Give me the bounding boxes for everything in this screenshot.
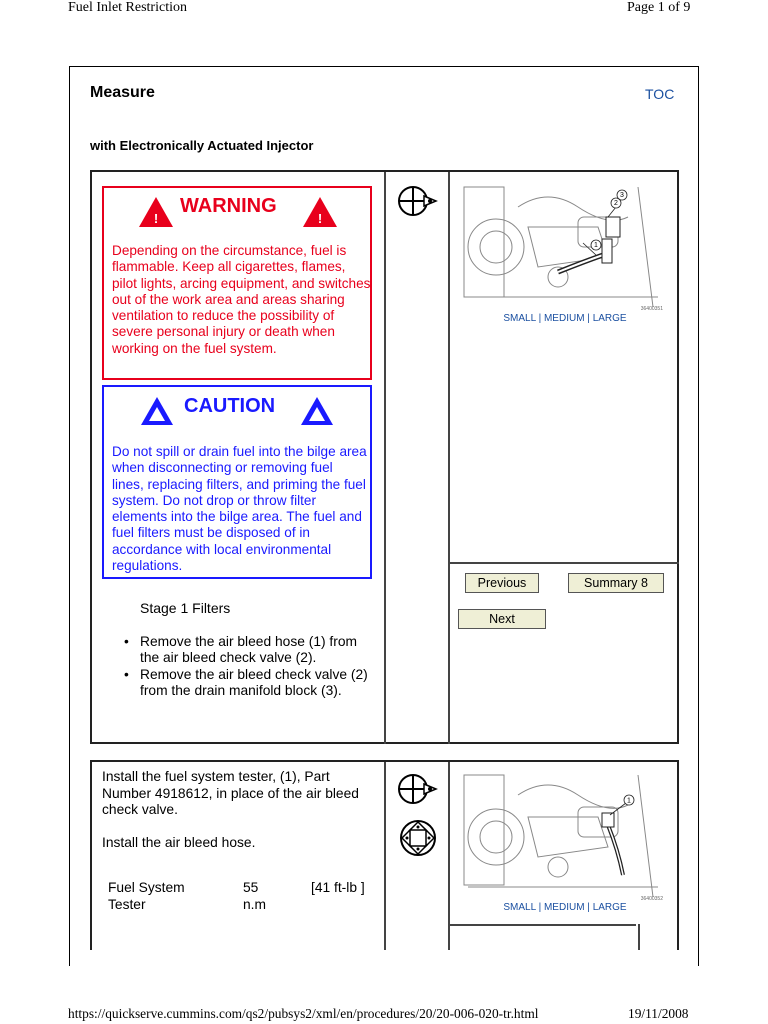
image-medium-link[interactable]: MEDIUM [543, 902, 585, 913]
image-small-link[interactable]: SMALL [503, 313, 536, 324]
list-item: • Remove the air bleed check valve (2) from the drain manifold block (3). [122, 667, 372, 700]
warning-title: WARNING [180, 195, 277, 217]
image-large-link[interactable]: LARGE [592, 902, 627, 913]
install-symbol-icon [396, 772, 438, 806]
warning-left-icon [138, 196, 174, 228]
image-id-label: 36400352 [640, 896, 663, 902]
section-title: Measure [90, 84, 155, 101]
image-size-links [450, 313, 680, 324]
column-divider [384, 172, 386, 744]
image-large-link[interactable]: LARGE [592, 313, 627, 324]
footer-date: 19/11/2008 [628, 1006, 689, 1021]
column-divider [384, 762, 386, 950]
instruction-paragraph: Install the air bleed hose. [102, 834, 256, 850]
warning-right-icon [302, 196, 338, 228]
remove-symbol-icon [396, 184, 438, 218]
size-separator: | [584, 902, 593, 913]
row-divider [450, 924, 636, 926]
svg-text:!: ! [317, 211, 323, 226]
size-separator: | [535, 313, 544, 324]
section-subtitle: with Electronically Actuated Injector [90, 138, 314, 153]
svg-text:1: 1 [594, 242, 598, 249]
column-divider [638, 924, 640, 950]
instruction-paragraph: Install the fuel system tester, (1), Part Number 4918612, in place of the air bleed check valve. [102, 769, 359, 817]
step-bullet-list [122, 634, 372, 699]
document-title: Fuel Inlet Restriction [68, 0, 187, 15]
caution-right-icon [299, 395, 335, 427]
install-instructions [102, 769, 372, 867]
list-item: • Remove the air bleed hose (1) from the air bleed check valve (2). [122, 634, 372, 667]
column-divider [448, 172, 450, 744]
caution-title: CAUTION [184, 395, 276, 417]
torque-spec-imperial: [41 ft-lb ] [311, 880, 365, 895]
footer-url: https://quickserve.cummins.com/qs2/pubsys2/xml/en/procedures/20/20-006-020-tr.html [68, 1006, 539, 1021]
size-separator: | [584, 313, 593, 324]
image-small-link[interactable]: SMALL [503, 902, 536, 913]
summary-button[interactable]: Summary 8 [568, 573, 664, 593]
step-heading: Stage 1 Filters [140, 600, 231, 616]
torque-spec-name: Fuel System Tester [108, 880, 185, 912]
size-separator: | [535, 902, 544, 913]
column-divider [448, 762, 450, 950]
page-number: Page 1 of 9 [627, 0, 691, 15]
engine-diagram-image[interactable] [458, 177, 668, 313]
caution-left-icon [139, 395, 175, 427]
image-id-label: 36400351 [640, 306, 663, 312]
svg-text:!: ! [153, 211, 159, 226]
previous-button[interactable]: Previous [465, 573, 539, 593]
svg-text:3: 3 [620, 192, 624, 199]
image-size-links [450, 902, 680, 913]
toc-link[interactable]: TOC [645, 86, 675, 102]
svg-text:2: 2 [614, 200, 618, 207]
torque-symbol-icon [398, 818, 438, 858]
svg-text:1: 1 [627, 797, 631, 805]
image-medium-link[interactable]: MEDIUM [543, 313, 585, 324]
engine-diagram-image[interactable] [458, 765, 668, 903]
torque-spec-value: 55 n.m [243, 880, 266, 912]
caution-text: Do not spill or drain fuel into the bilge area when disconnecting or removing fuel lines, replacing filters, and priming the fuel system. Do not drop or throw filter elements into the bilge area. The fuel and fuel filters must be disposed of in accordance with local environmental regulations. [112, 444, 367, 574]
warning-text: Depending on the circumstance, fuel is flammable. Keep all cigarettes, flames, pilot lights, arcing equipment, and switches out of the work area and areas sharing ventilation to reduce the possibility of severe personal injury or death when working on the fuel system. [112, 243, 371, 356]
row-divider [450, 562, 679, 564]
next-button[interactable]: Next [458, 609, 546, 629]
